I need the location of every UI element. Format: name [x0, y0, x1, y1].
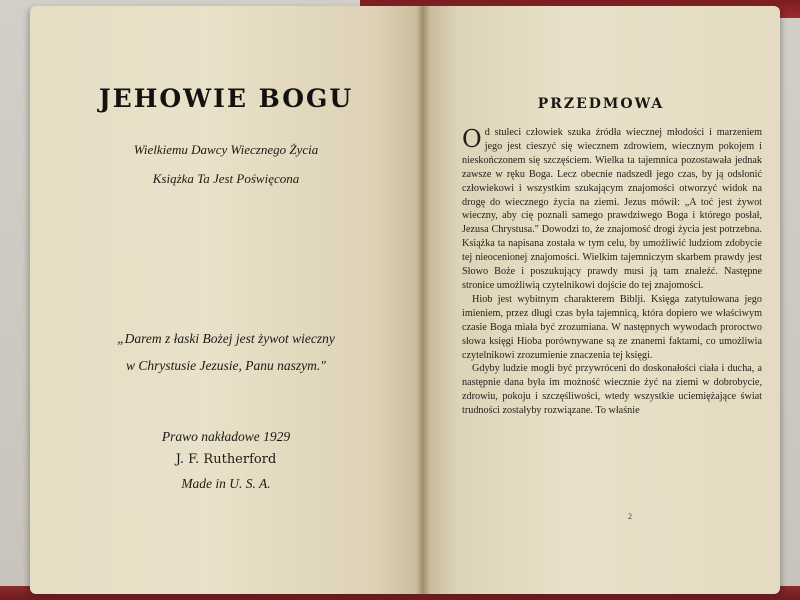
preface-paragraph-1	[462, 126, 762, 293]
book-gutter	[416, 6, 430, 594]
preface-text	[462, 126, 762, 418]
preface-title: PRZEDMOWA	[537, 96, 665, 112]
dedication-line-1: Wielkiemu Dawcy Wiecznego Życia	[133, 142, 319, 157]
made-in-notice: Made in U. S. A.	[181, 476, 271, 491]
page-number: 2	[628, 512, 632, 521]
preface-paragraph-3: Gdyby ludzie mogli być przywróceni do doskonałości ciała i ducha, a następnie dana była im możność wiecznie żyć na ziemi w dobrobycie, zdrowiu, pokoju i szczęśliwości, wtedy wszystkie uciemiężające świat trudności zostałyby rozwiązane. To właśnie	[462, 363, 762, 417]
dedication-line-2: Książka Ta Jest Poświęcona	[152, 171, 300, 186]
left-page	[30, 6, 422, 594]
scripture-quote-line-1: „Darem z łaski Bożej jest żywot wieczny	[117, 331, 335, 346]
preface-paragraph-1-text: d stuleci człowiek szuka źródła wiecznej młodości i marzeniem jego jest cieszyć się wiecznem zdrowiem, wiecznym pokojem i nieskończonem się szczęściem. Wielka ta tajemnica pozostawała jednak zawsze w ręku Boga. Lecz obecnie nadszedł jego czas, by ją odsłonić człowiekowi i wszystkim szukającym znajomości otworzyć widok na drogę do wiecznego życia na ziemi. Jezus mówił: „A toć jest żywot wieczny, aby cię poznali samego prawdziwego Boga i którego posłał, Jezusa Chrystusa." Dowodzi to, że znajomość drogi życia jest potrzebna. Książka ta napisana została w tym celu, by umożliwić ludziom zdobycie tej nieocenionej znajomości. Wielkim tajemniczym skarbem prawdy jest Słowo Boże i poszukujący prawdy musi ją tam znaleźć. Następne stronice umożliwią czytelnikowi dojście do tej znajomości.	[462, 127, 762, 291]
scripture-quote-line-2: w Chrystusie Jezusie, Panu naszym."	[126, 358, 326, 373]
book-title: JEHOWIE BOGU	[98, 84, 354, 113]
preface-paragraph-2: Hiob jest wybitnym charakterem Biblji. Księga zatytułowana jego imieniem, przez długi czas była tajemnicą, która dopiero we właściwym czasie Boga miała być zrozumiana. W następnych wywodach proroctwo słowa księgi Hioba porównywane są ze znanemi faktami, co umożliwia czytelnikowi zrozumienie znaczenia tej księgi.	[462, 293, 762, 361]
author-name: J. F. Rutherford	[175, 452, 277, 467]
copyright-notice: Prawo nakładowe 1929	[161, 429, 291, 444]
drop-cap: O	[462, 125, 482, 153]
open-book	[30, 6, 780, 594]
